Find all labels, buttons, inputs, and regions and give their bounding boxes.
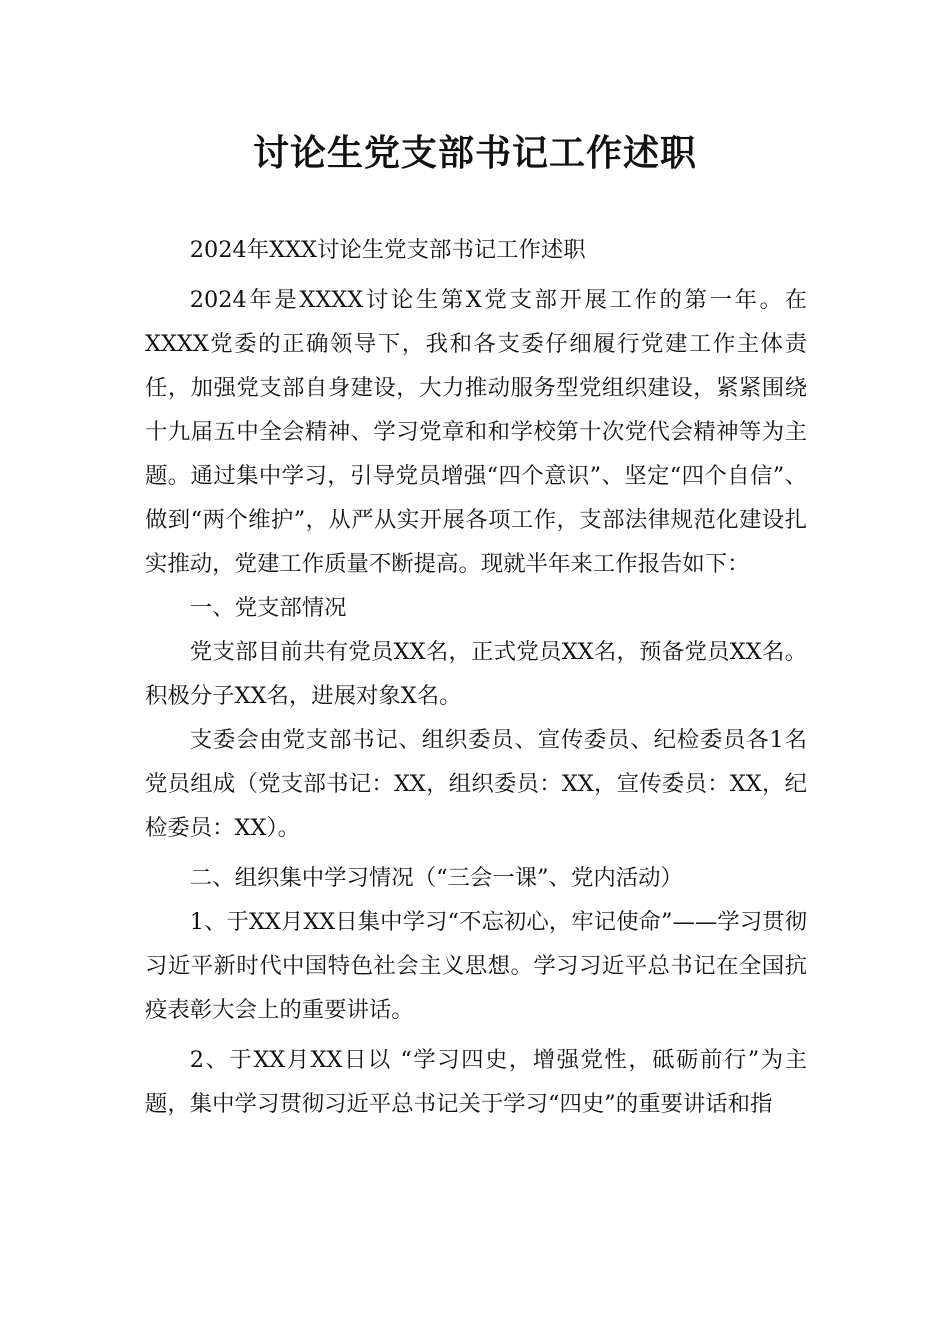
document-body [145, 228, 807, 1126]
subtitle-paragraph: 2024年XXX讨论生党支部书记工作述职 [189, 237, 586, 263]
membership-paragraph: 党支部目前共有党员XX名，正式党员XX名，预备党员XX名。积极分子XX名，进展对象X名。 [145, 639, 807, 709]
study-item-2: 2、于XX月XX日以 “学习四史，增强党性，砥砺前行”为主题，集中学习贯彻习近平总书记关于学习“四史”的重要讲话和指 [145, 1047, 807, 1117]
intro-paragraph: 2024年是XXXX讨论生第X党支部开展工作的第一年。在XXXX党委的正确领导下，我和各支委仔细履行党建工作主体责任，加强党支部自身建设，大力推动服务型党组织建设，紧紧围绕十九届五中全会精神、学习党章和和学校第十次党代会精神等为主题。通过集中学习，引导党员增强“四个意识”、坚定“四个自信”、做到“两个维护”，从严从实开展各项工作，支部法律规范化建设扎实推动，党建工作质量不断提高。现就半年来工作报告如下： [145, 287, 807, 577]
document-title: 讨论生党支部书记工作述职 [252, 133, 697, 174]
section-heading-study: 二、组织集中学习情况（“三会一课”、党内活动） [189, 865, 683, 891]
committee-paragraph: 支委会由党支部书记、组织委员、宣传委员、纪检委员各1名党员组成（党支部书记：XX，组织委员：XX，宣传委员：XX，纪检委员：XX）。 [145, 727, 807, 841]
study-item-1: 1、于XX月XX日集中学习“不忘初心，牢记使命”——学习贯彻习近平新时代中国特色社会主义思想。学习习近平总书记在全国抗疫表彰大会上的重要讲话。 [145, 909, 807, 1023]
section-heading-branch-status: 一、党支部情况 [189, 595, 347, 621]
